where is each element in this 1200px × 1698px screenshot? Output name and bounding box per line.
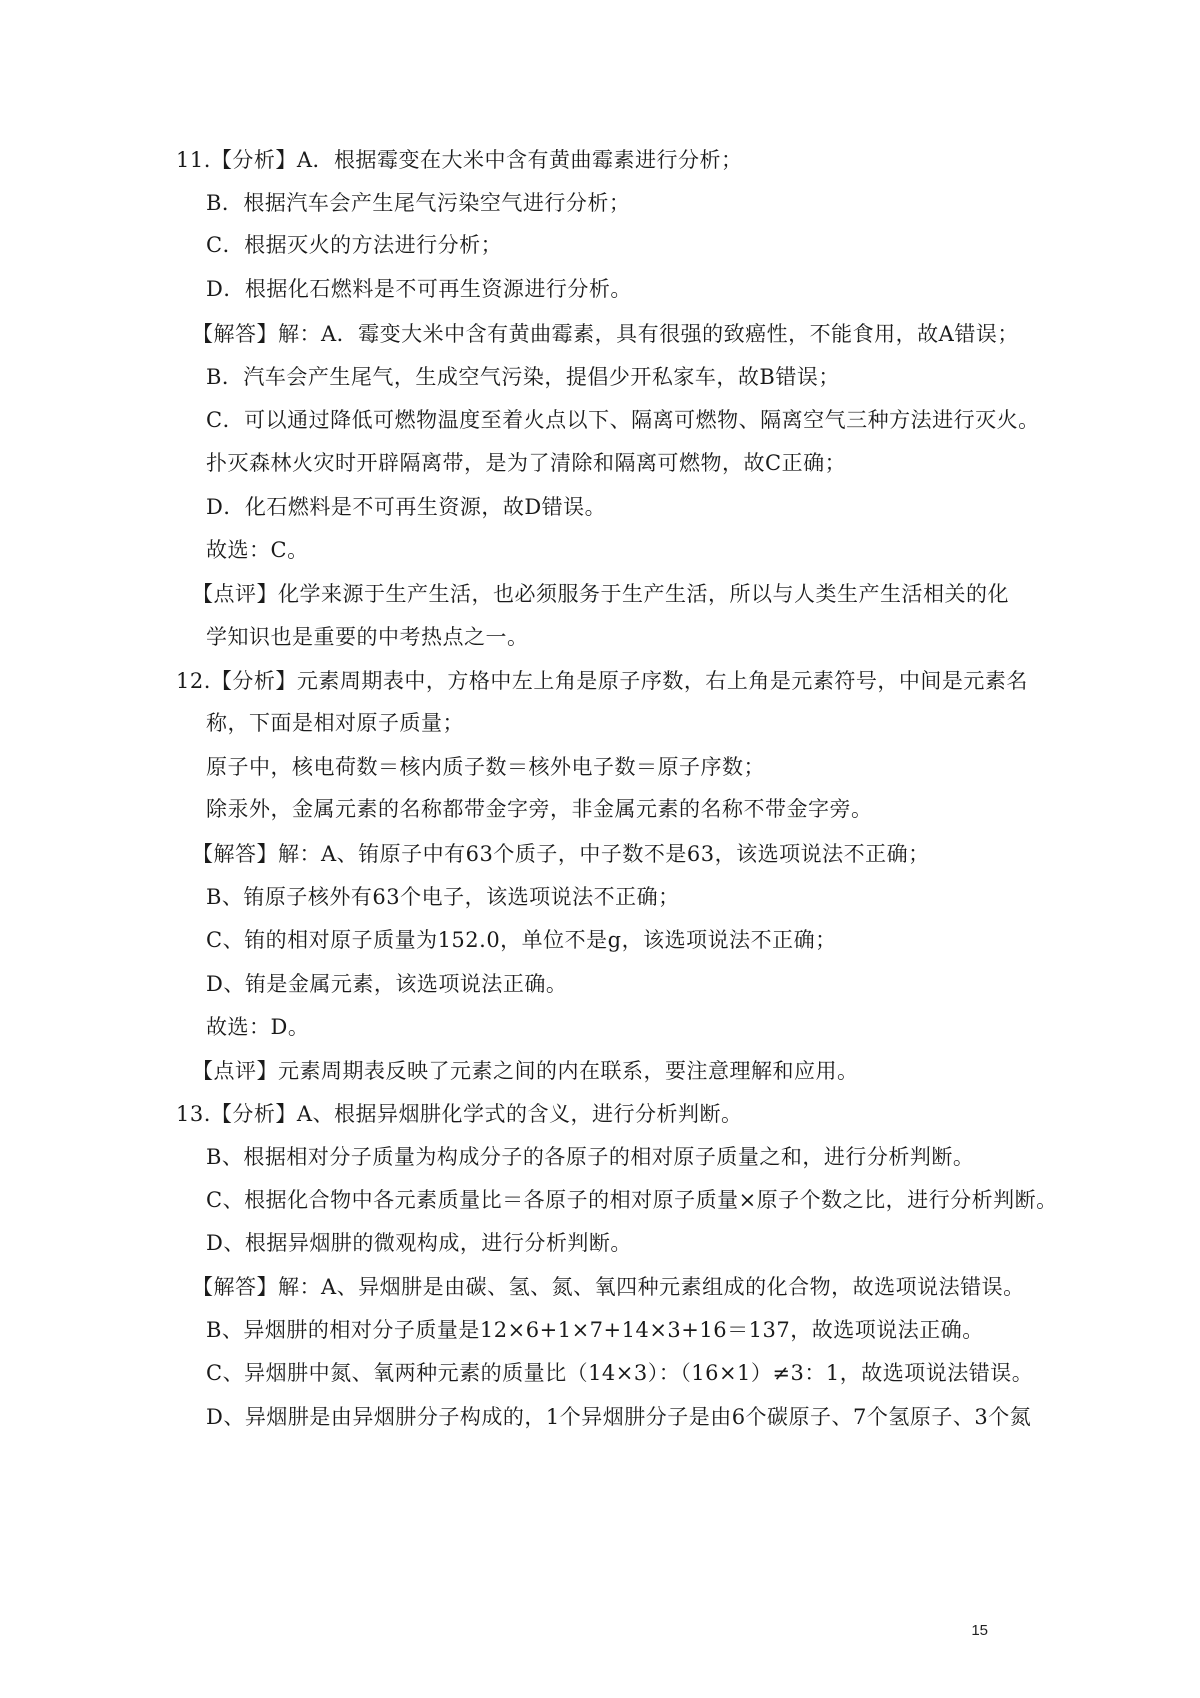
text-line: 12.【分析】元素周期表中，方格中左上角是原子序数，右上角是元素符号，中间是元素名 bbox=[176, 669, 1028, 693]
text-line: 13.【分析】A、根据异烟肼化学式的含义，进行分析判断。 bbox=[176, 1102, 743, 1126]
text-line: 【点评】化学来源于生产生活，也必须服务于生产生活，所以与人类生产生活相关的化 bbox=[192, 582, 1009, 606]
text-line: 【解答】解：A．霉变大米中含有黄曲霉素，具有很强的致癌性，不能食用，故A错误； bbox=[192, 322, 1019, 346]
text-line: 11.【分析】A．根据霉变在大米中含有黄曲霉素进行分析； bbox=[176, 148, 743, 172]
text-line: 故选：D。 bbox=[206, 1015, 310, 1039]
text-line: D、根据异烟肼的微观构成，进行分析判断。 bbox=[206, 1231, 632, 1255]
text-line: 除汞外，金属元素的名称都带金字旁，非金属元素的名称不带金字旁。 bbox=[206, 797, 873, 821]
text-line: C．根据灭火的方法进行分析； bbox=[206, 233, 503, 257]
text-line: 扑灭森林火灾时开辟隔离带，是为了清除和隔离可燃物，故C正确； bbox=[206, 451, 847, 475]
text-line: B、异烟肼的相对分子质量是12×6+1×7+14×3+16＝137，故选项说法正确。 bbox=[206, 1318, 984, 1342]
text-line: 故选：C。 bbox=[206, 538, 309, 562]
text-line: C．可以通过降低可燃物温度至着火点以下、隔离可燃物、隔离空气三种方法进行灭火。 bbox=[206, 408, 1040, 432]
text-line: D、铕是金属元素，该选项说法正确。 bbox=[206, 972, 568, 996]
text-line: C、异烟肼中氮、氧两种元素的质量比（14×3）：（16×1）≠3：1，故选项说法错误。 bbox=[206, 1361, 1034, 1385]
text-line: 原子中，核电荷数＝核内质子数＝核外电子数＝原子序数； bbox=[206, 755, 765, 779]
text-line: 【点评】元素周期表反映了元素之间的内在联系，要注意理解和应用。 bbox=[192, 1059, 859, 1083]
text-line: B、根据相对分子质量为构成分子的各原子的相对原子质量之和，进行分析判断。 bbox=[206, 1145, 975, 1169]
text-line: B、铕原子核外有63个电子，该选项说法不正确； bbox=[206, 885, 680, 909]
text-line: C、根据化合物中各元素质量比＝各原子的相对原子质量×原子个数之比，进行分析判断。 bbox=[206, 1188, 1058, 1212]
text-line: 【解答】解：A、铕原子中有63个质子，中子数不是63，该选项说法不正确； bbox=[192, 842, 930, 866]
text-line: D．化石燃料是不可再生资源，故D错误。 bbox=[206, 495, 607, 519]
text-line: 称，下面是相对原子质量； bbox=[206, 711, 464, 735]
text-line: 学知识也是重要的中考热点之一。 bbox=[206, 625, 529, 649]
text-line: D、异烟肼是由异烟肼分子构成的，1个异烟肼分子是由6个碳原子、7个氢原子、3个氮 bbox=[206, 1405, 1032, 1429]
text-line: B．根据汽车会产生尾气污染空气进行分析； bbox=[206, 191, 631, 215]
text-line: 【解答】解：A、异烟肼是由碳、氢、氮、氧四种元素组成的化合物，故选项说法错误。 bbox=[192, 1275, 1025, 1299]
text-line: D．根据化石燃料是不可再生资源进行分析。 bbox=[206, 277, 632, 301]
text-line: C、铕的相对原子质量为152.0，单位不是g，该选项说法不正确； bbox=[206, 928, 837, 952]
page-number: 15 bbox=[971, 1622, 988, 1639]
text-line: B．汽车会产生尾气，生成空气污染，提倡少开私家车，故B错误； bbox=[206, 365, 840, 389]
